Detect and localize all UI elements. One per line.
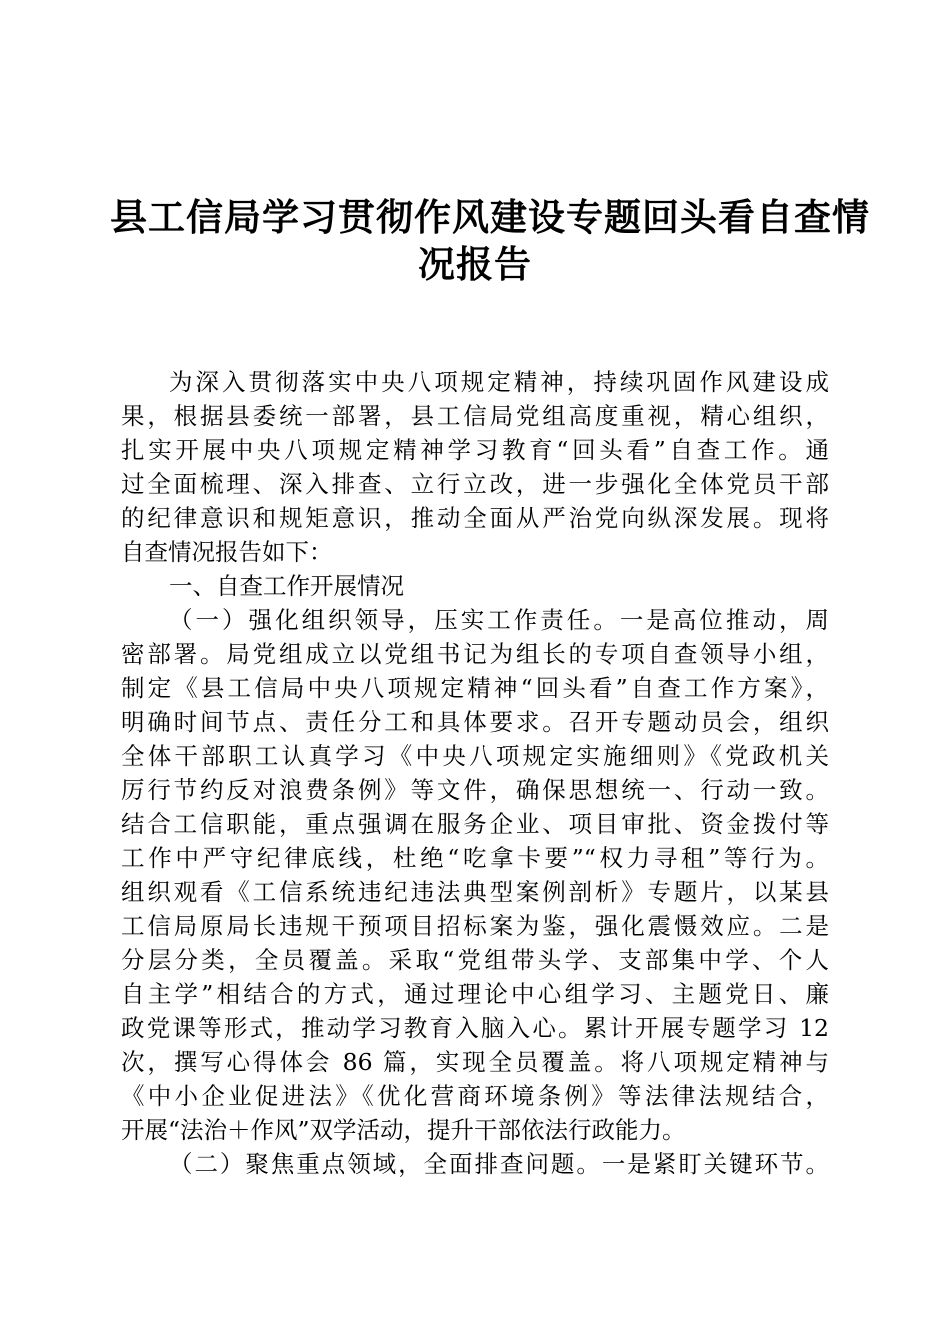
paragraph-line: （二）聚焦重点领域，全面排查问题。一是紧盯关键环节。 xyxy=(169,1150,829,1178)
document-title-line-2: 况报告 xyxy=(418,242,532,286)
intro-line: 为深入贯彻落实中央八项规定精神，持续巩固作风建设成 xyxy=(169,368,829,396)
paragraph-line: 全体干部职工认真学习《中央八项规定实施细则》《党政机关 xyxy=(121,742,829,770)
paragraph-line: 《中小企业促进法》《优化营商环境条例》等法律法规结合， xyxy=(121,1082,829,1110)
paragraph-line: 工作中严守纪律底线，杜绝“吃拿卡要”“权力寻租”等行为。 xyxy=(121,844,829,872)
paragraph-line: 工信局原局长违规干预项目招标案为鉴，强化震慑效应。二是 xyxy=(121,912,829,940)
intro-line: 过全面梳理、深入排查、立行立改，进一步强化全体党员干部 xyxy=(121,470,829,498)
paragraph-line: 明确时间节点、责任分工和具体要求。召开专题动员会，组织 xyxy=(121,708,829,736)
document-title-line-1: 县工信局学习贯彻作风建设专题回头看自查情 xyxy=(110,195,870,239)
paragraph-line: 分层分类，全员覆盖。采取“党组带头学、支部集中学、个人 xyxy=(121,946,829,974)
paragraph-line: 厉行节约反对浪费条例》等文件，确保思想统一、行动一致。 xyxy=(121,776,829,804)
paragraph-line: 开展“法治＋作风”双学活动，提升干部依法行政能力。 xyxy=(121,1116,686,1144)
paragraph-line: 制定《县工信局中央八项规定精神“回头看”自查工作方案》， xyxy=(121,674,829,702)
paragraph-line: （一）强化组织领导，压实工作责任。一是高位推动，周 xyxy=(169,606,829,634)
paragraph-line: 密部署。局党组成立以党组书记为组长的专项自查领导小组， xyxy=(121,640,829,668)
section-heading: 一、自查工作开展情况 xyxy=(169,572,404,600)
paragraph-line: 政党课等形式，推动学习教育入脑入心。累计开展专题学习 12 xyxy=(121,1014,829,1042)
paragraph-line: 自主学”相结合的方式，通过理论中心组学习、主题党日、廉 xyxy=(121,980,829,1008)
paragraph-line: 结合工信职能，重点强调在服务企业、项目审批、资金拨付等 xyxy=(121,810,829,838)
intro-line: 果，根据县委统一部署，县工信局党组高度重视，精心组织， xyxy=(121,402,829,430)
intro-line: 扎实开展中央八项规定精神学习教育“回头看”自查工作。通 xyxy=(121,436,829,464)
intro-line: 自查情况报告如下： xyxy=(121,538,333,566)
paragraph-line: 次，撰写心得体会 86 篇，实现全员覆盖。将八项规定精神与 xyxy=(121,1048,829,1076)
paragraph-line: 组织观看《工信系统违纪违法典型案例剖析》专题片，以某县 xyxy=(121,878,829,906)
intro-line: 的纪律意识和规矩意识，推动全面从严治党向纵深发展。现将 xyxy=(121,504,829,532)
